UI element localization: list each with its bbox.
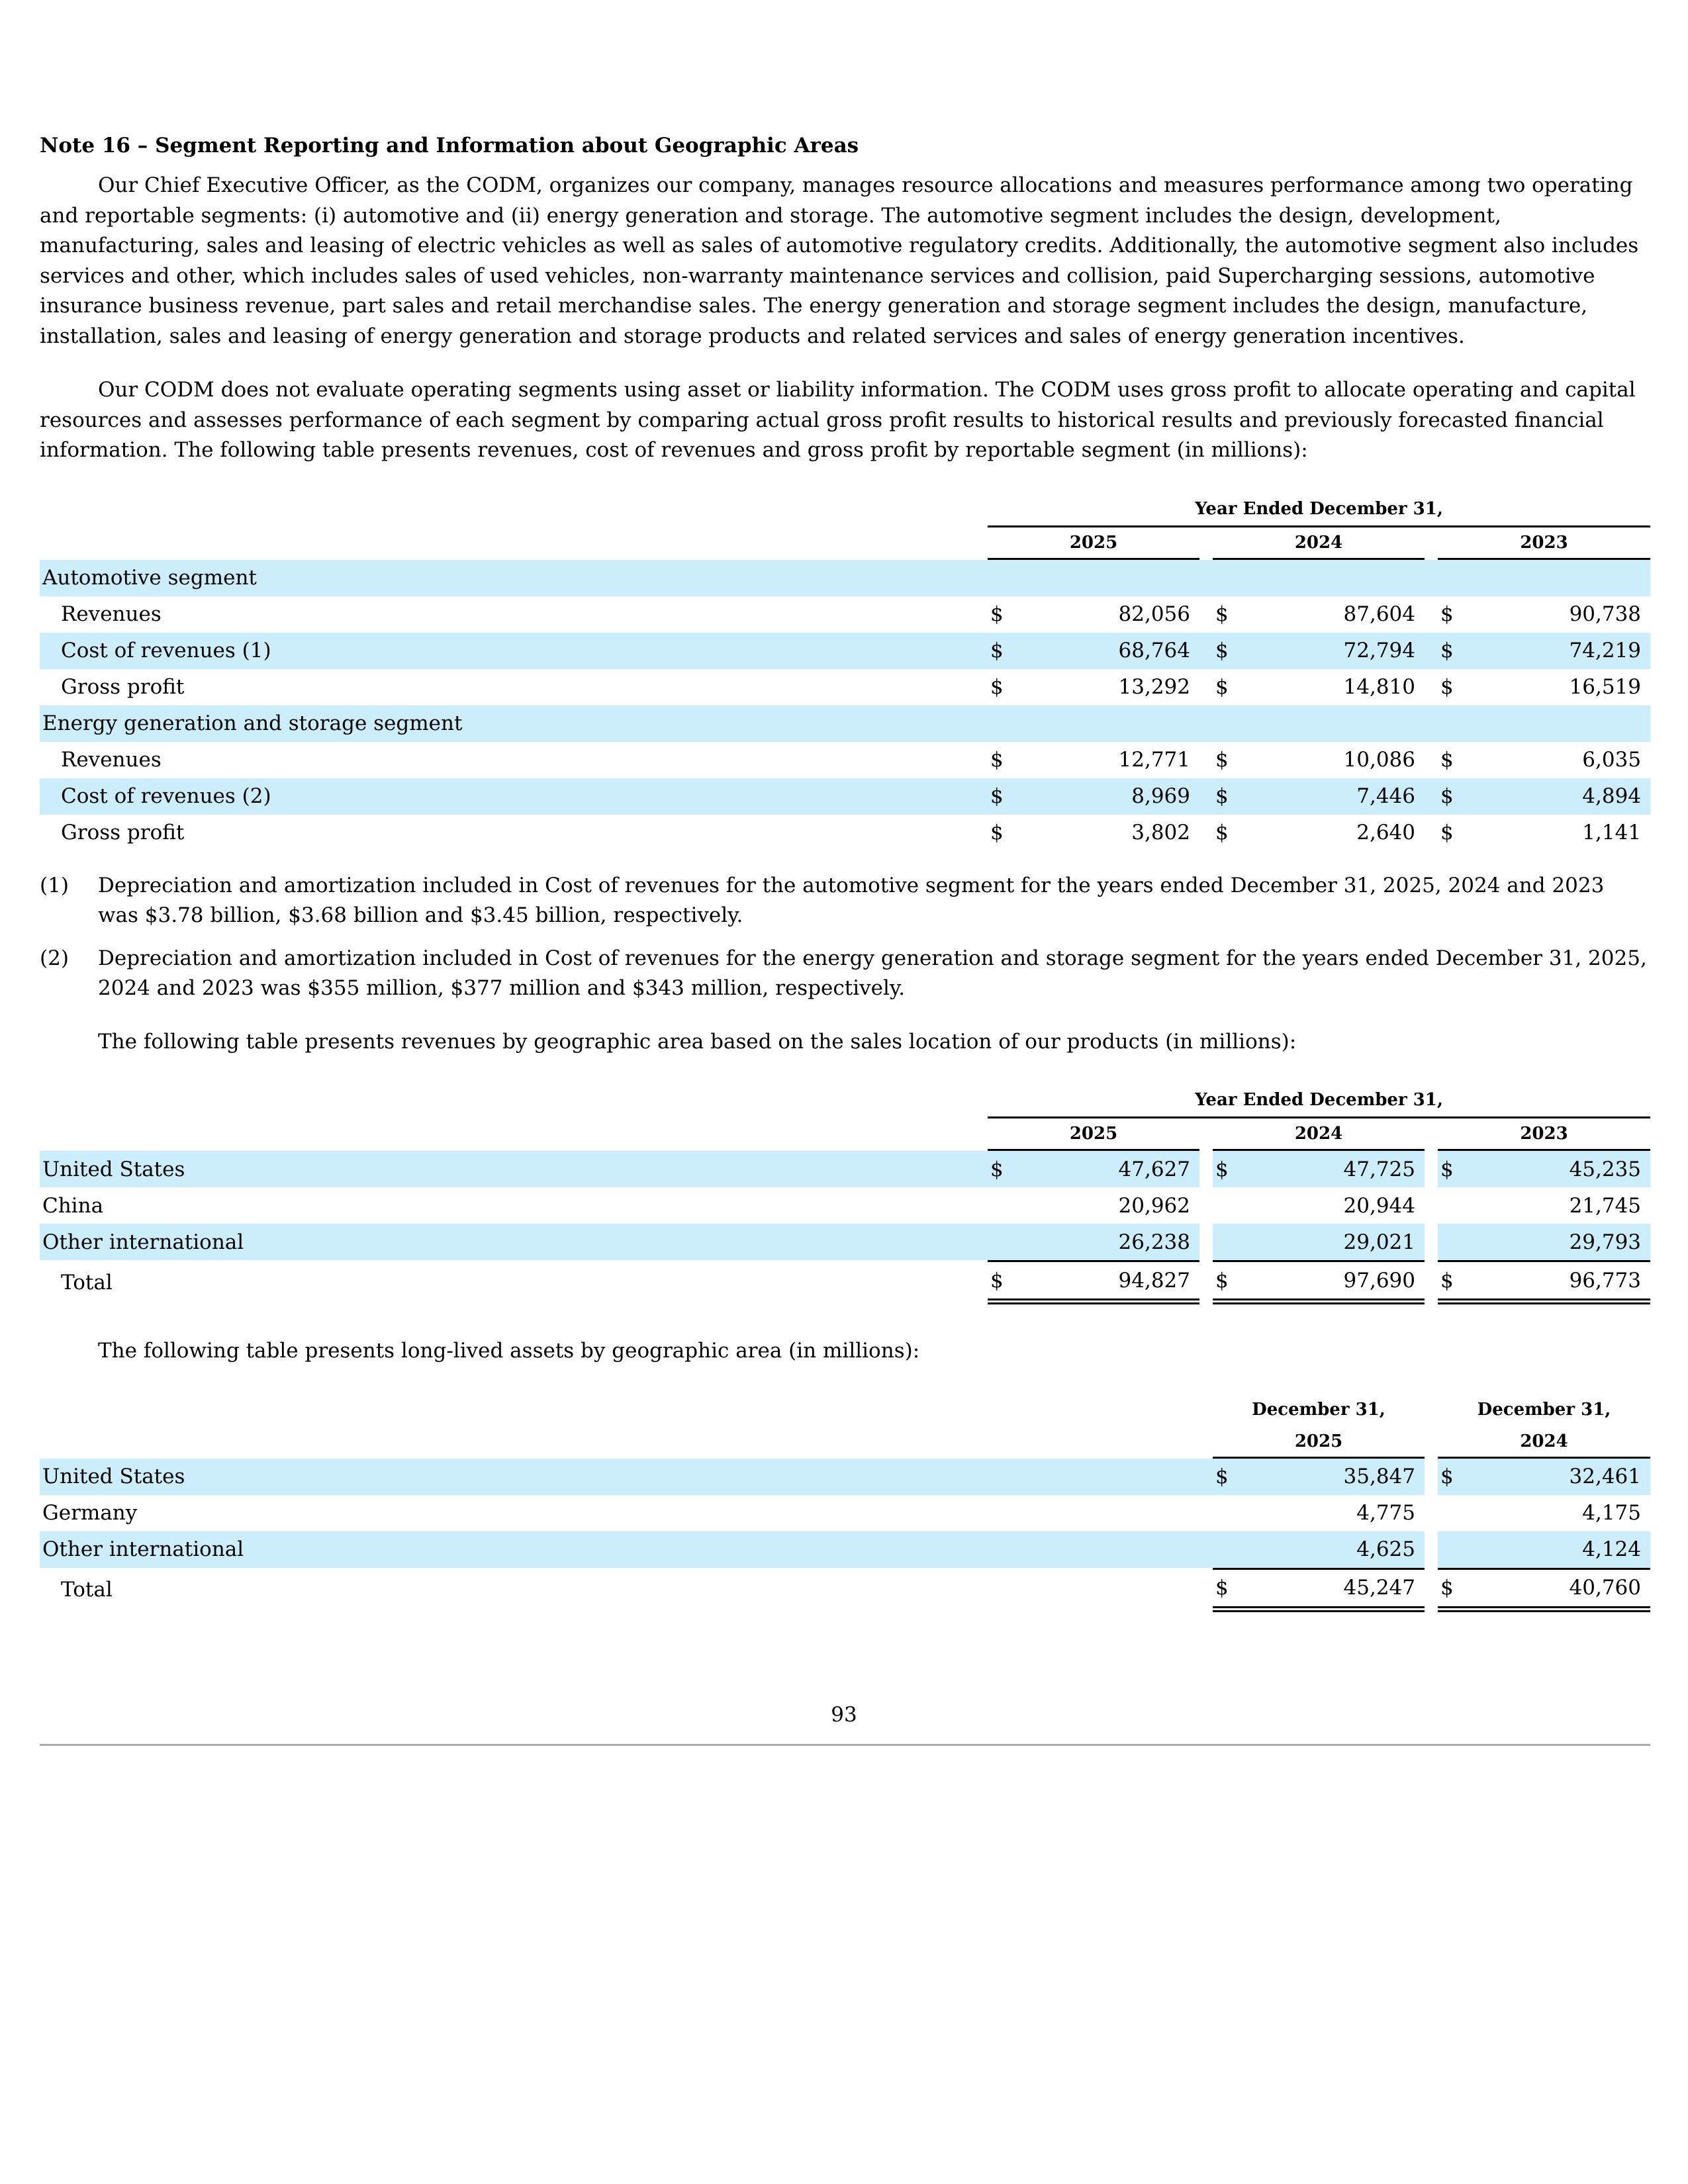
- table-row: [40, 815, 1650, 851]
- currency-symbol: $: [1440, 821, 1454, 844]
- value-cell: 20,962: [1118, 1193, 1190, 1218]
- value-cell: 47,627: [1014, 1151, 1199, 1187]
- footnote: [40, 871, 1650, 931]
- year-header: 2025: [988, 1118, 1199, 1151]
- footnote-mark: (1): [40, 873, 69, 897]
- value-cell: 4,124: [1464, 1531, 1650, 1568]
- section-heading: Automotive segment: [40, 560, 1650, 596]
- currency-symbol: $: [990, 602, 1004, 626]
- currency-symbol: $: [1215, 821, 1229, 844]
- currency-symbol: $: [1438, 1568, 1464, 1612]
- value-cell: 45,235: [1464, 1151, 1650, 1187]
- row-label: Gross profit: [61, 821, 185, 844]
- currency-symbol: $: [1440, 675, 1454, 699]
- value-cell: 13,292: [1118, 675, 1190, 699]
- table-row: [40, 560, 1650, 596]
- value-cell: 32,461: [1464, 1459, 1650, 1495]
- section-heading: Energy generation and storage segment: [40, 705, 1650, 742]
- page-number: 93: [831, 1703, 857, 1727]
- table-row: [40, 596, 1650, 633]
- long-lived-assets-table: [40, 1393, 1650, 1612]
- note-title: Note 16 – Segment Reporting and Information about Geographic Areas: [40, 134, 859, 158]
- table-row: [40, 1459, 1650, 1495]
- row-label: Germany: [42, 1501, 138, 1525]
- currency-symbol: $: [1440, 602, 1454, 626]
- currency-symbol: $: [988, 633, 1014, 669]
- year-header: 2025: [988, 527, 1199, 560]
- row-label: China: [42, 1193, 104, 1218]
- value-cell: 87,604: [1343, 602, 1415, 626]
- year-header: 2025: [1213, 1426, 1425, 1459]
- footnotes: [40, 871, 1650, 1003]
- value-cell: 2,640: [1356, 821, 1415, 844]
- value-cell: 1,141: [1582, 821, 1642, 844]
- value-cell: 6,035: [1582, 748, 1642, 772]
- value-cell: 7,446: [1239, 778, 1425, 815]
- value-cell: 8,969: [1014, 778, 1199, 815]
- table-row: [40, 1531, 1650, 1568]
- value-cell: 26,238: [1014, 1224, 1199, 1260]
- table-row: [40, 778, 1650, 815]
- currency-symbol: $: [1213, 1459, 1239, 1495]
- row-label: Other international: [40, 1224, 988, 1260]
- year-header: 2024: [1213, 1118, 1425, 1151]
- date-header: December 31,: [1477, 1399, 1611, 1420]
- intro-paragraph-2: Our CODM does not evaluate operating segments using asset or liability information. The CODM uses gross profit to allocate operating and capital resources and assesses performance of each segment by comparing actual gross profit results to historical results and previously forecasted financial information. The following table presents revenues, cost of revenues and gross profit by reportable segment (in millions):: [40, 378, 1636, 462]
- geo-revenue-table: [40, 1083, 1650, 1304]
- currency-symbol: $: [1438, 633, 1464, 669]
- row-label: Revenues: [61, 748, 162, 772]
- period-header: Year Ended December 31,: [988, 492, 1650, 527]
- period-header: Year Ended December 31,: [988, 1083, 1650, 1118]
- currency-symbol: $: [988, 1260, 1014, 1304]
- row-label: Total: [61, 1270, 113, 1295]
- row-label: Cost of revenues (1): [40, 633, 988, 669]
- row-label: Other international: [40, 1531, 988, 1568]
- footnote: [40, 944, 1650, 1003]
- table-row: [40, 1151, 1650, 1187]
- value-cell: 97,690: [1239, 1260, 1425, 1304]
- value-cell: 4,625: [1239, 1531, 1425, 1568]
- value-cell: 74,219: [1464, 633, 1650, 669]
- year-header: 2024: [1213, 527, 1425, 560]
- currency-symbol: $: [990, 748, 1004, 772]
- value-cell: 96,773: [1464, 1260, 1650, 1304]
- currency-symbol: $: [1438, 778, 1464, 815]
- table-row: [40, 1224, 1650, 1260]
- year-header: 2023: [1438, 527, 1650, 560]
- row-label: Cost of revenues (2): [40, 778, 988, 815]
- row-label: Total: [61, 1578, 113, 1602]
- table-row: [40, 705, 1650, 742]
- currency-symbol: $: [1438, 1260, 1464, 1304]
- currency-symbol: $: [1438, 1151, 1464, 1187]
- value-cell: 4,775: [1356, 1501, 1415, 1525]
- currency-symbol: $: [1213, 778, 1239, 815]
- value-cell: 16,519: [1569, 675, 1642, 699]
- total-row: [40, 1568, 1650, 1612]
- currency-symbol: $: [1215, 748, 1229, 772]
- row-label: United States: [40, 1151, 988, 1187]
- row-label: United States: [40, 1459, 988, 1495]
- footnote-mark: (2): [40, 946, 69, 970]
- year-header: 2023: [1438, 1118, 1650, 1151]
- currency-symbol: $: [1440, 748, 1454, 772]
- intro-paragraph-1: Our Chief Executive Officer, as the CODM, organizes our company, manages resource allocations and measures performance among two operating and reportable segments: (i) automotive and (ii) energy generation and storage. The automotive segment includes the design, development, manufacturing, sales and leasing of electric vehicles as well as sales of automotive regulatory credits. Additionally, the automotive segment also includes services and other, which includes sales of used vehicles, non-warranty maintenance services and collision, paid Supercharging sessions, automotive insurance business revenue, part sales and retail merchandise sales. The energy generation and storage segment includes the design, manufacture, installation, sales and leasing of energy generation and storage products and related services and sales of energy generation incentives.: [40, 173, 1639, 348]
- value-cell: 21,745: [1569, 1193, 1642, 1218]
- table-row: [40, 1495, 1650, 1531]
- currency-symbol: $: [988, 1151, 1014, 1187]
- row-label: Revenues: [61, 602, 162, 626]
- date-header: December 31,: [1252, 1399, 1385, 1420]
- value-cell: 45,247: [1239, 1568, 1425, 1612]
- currency-symbol: $: [988, 778, 1014, 815]
- footnote-text: Depreciation and amortization included in Cost of revenues for the energy generation and storage segment for the years ended December 31, 2025, 2024 and 2023 was $355 million, $377 million and $343 million, respectively.: [98, 946, 1647, 1000]
- table-row: [40, 669, 1650, 705]
- value-cell: 47,725: [1239, 1151, 1425, 1187]
- value-cell: 40,760: [1464, 1568, 1650, 1612]
- table-row: [40, 633, 1650, 669]
- currency-symbol: $: [1438, 1459, 1464, 1495]
- segment-table: [40, 492, 1650, 851]
- value-cell: 4,175: [1582, 1501, 1641, 1525]
- currency-symbol: $: [990, 675, 1004, 699]
- value-cell: 4,894: [1464, 778, 1650, 815]
- total-row: [40, 1260, 1650, 1304]
- currency-symbol: $: [1213, 1260, 1239, 1304]
- value-cell: 72,794: [1239, 633, 1425, 669]
- footnote-text: Depreciation and amortization included in Cost of revenues for the automotive segment for the years ended December 31, 2025, 2024 and 2023 was $3.78 billion, $3.68 billion and $3.45 billion, respectively.: [98, 873, 1605, 927]
- value-cell: 3,802: [1131, 821, 1190, 844]
- currency-symbol: $: [1213, 633, 1239, 669]
- document-page: [40, 132, 1650, 1612]
- currency-symbol: $: [1213, 1568, 1239, 1612]
- value-cell: 14,810: [1343, 675, 1415, 699]
- geo-revenue-intro: The following table presents revenues by geographic area based on the sales location of our products (in millions):: [98, 1029, 1297, 1054]
- value-cell: 29,793: [1464, 1224, 1650, 1260]
- currency-symbol: $: [1215, 675, 1229, 699]
- value-cell: 82,056: [1118, 602, 1190, 626]
- currency-symbol: $: [1213, 1151, 1239, 1187]
- value-cell: 10,086: [1343, 748, 1415, 772]
- value-cell: 20,944: [1343, 1193, 1415, 1218]
- footer-divider: [40, 1744, 1650, 1746]
- value-cell: 29,021: [1239, 1224, 1425, 1260]
- value-cell: 12,771: [1118, 748, 1190, 772]
- long-lived-intro: The following table presents long-lived assets by geographic area (in millions):: [98, 1339, 920, 1363]
- value-cell: 35,847: [1239, 1459, 1425, 1495]
- table-row: [40, 742, 1650, 778]
- value-cell: 94,827: [1014, 1260, 1199, 1304]
- value-cell: 90,738: [1569, 602, 1642, 626]
- value-cell: 68,764: [1014, 633, 1199, 669]
- row-label: Gross profit: [61, 675, 185, 699]
- currency-symbol: $: [990, 821, 1004, 844]
- table-row: [40, 1187, 1650, 1224]
- currency-symbol: $: [1215, 602, 1229, 626]
- year-header: 2024: [1438, 1426, 1650, 1459]
